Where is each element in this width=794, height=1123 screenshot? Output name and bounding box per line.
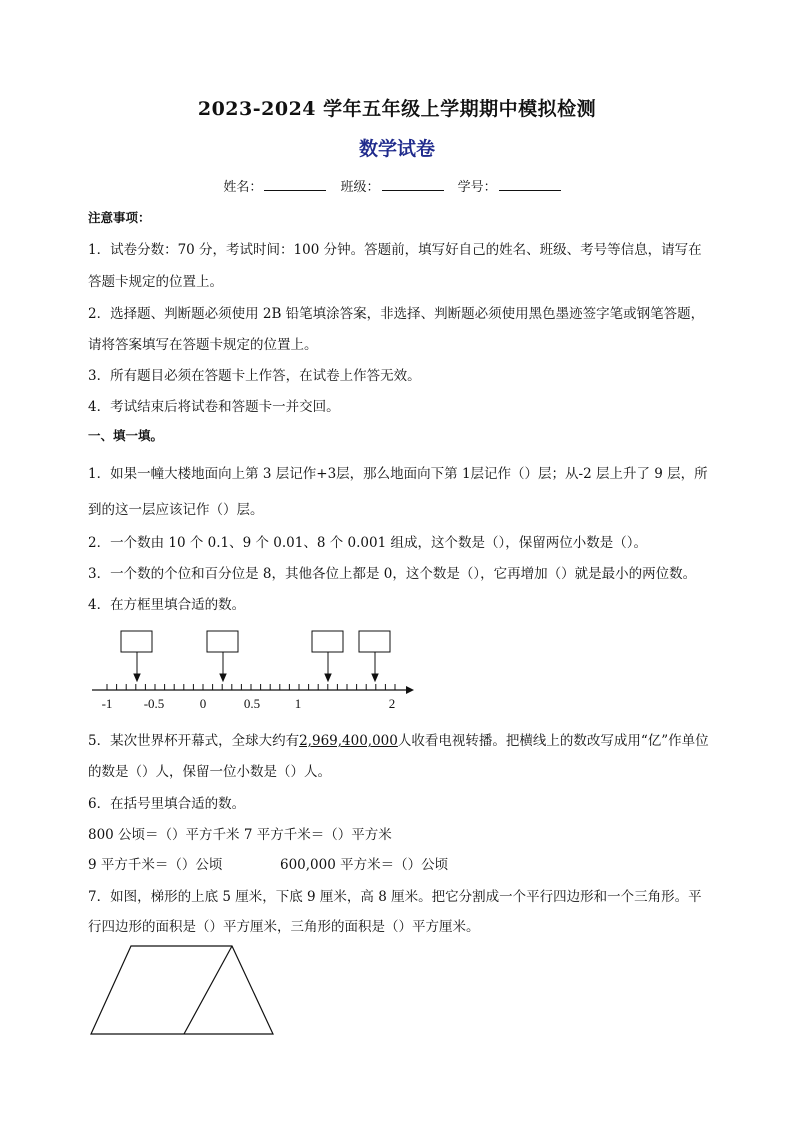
- tick-label-neg1: -1: [101, 696, 113, 711]
- question-6b2: 600,000 平方米＝（）公顷: [280, 857, 449, 873]
- class-blank[interactable]: [382, 178, 444, 191]
- name-blank[interactable]: [264, 178, 326, 191]
- down-arrows: [134, 652, 378, 681]
- section-heading: 一、填一填。: [88, 428, 164, 443]
- answer-box-1[interactable]: [121, 631, 152, 652]
- question-1b: 到的这一层应该记作（）层。: [88, 502, 264, 518]
- axis-ticks: [107, 684, 395, 690]
- question-4: 4．在方框里填合适的数。: [88, 597, 246, 613]
- tick-label-1: 1: [294, 696, 302, 711]
- id-blank[interactable]: [499, 178, 561, 191]
- trapezoid-divider: [184, 946, 232, 1034]
- answer-box-2[interactable]: [207, 631, 238, 652]
- q5-pre: 5．某次世界杯开幕式，全球大约有: [88, 733, 300, 749]
- question-2: 2．一个数由 10 个 0.1、9 个 0.01、8 个 0.001 组成，这个数是（），保留两位小数是（）。: [88, 535, 647, 551]
- notice-item-1a: 1．试卷分数：70 分，考试时间：100 分钟。答题前，填写好自己的姓名、班级、考号等信息，请写在: [88, 242, 702, 258]
- tick-label-0-5: 0.5: [243, 696, 261, 711]
- number-line-figure: [88, 624, 418, 716]
- page-subtitle: 数学试卷: [358, 138, 435, 160]
- question-7b: 行四边形的面积是（）平方厘米，三角形的面积是（）平方厘米。: [88, 919, 480, 935]
- notice-item-2b: 请将答案填写在答题卡规定的位置上。: [88, 337, 318, 353]
- question-5b: 的数是（）人，保留一位小数是（）人。: [88, 764, 331, 780]
- page-title: 2023-2024 学年五年级上学期期中模拟检测: [197, 98, 597, 120]
- axis-arrowhead: [406, 686, 414, 694]
- class-label: 班级：: [340, 180, 380, 195]
- notice-heading: 注意事项：: [88, 210, 151, 225]
- name-label: 姓名：: [223, 180, 263, 195]
- answer-box-3[interactable]: [312, 631, 343, 652]
- question-1a: 1．如果一幢大楼地面向上第 3 层记作+3层，那么地面向下第 1层记作（）层；从-2 层上升了 9 层，所: [88, 466, 708, 482]
- tick-label-0: 0: [199, 696, 207, 711]
- id-label: 学号：: [457, 180, 497, 195]
- q5-number: 2,969,400,000: [299, 733, 398, 749]
- question-7a: 7．如图，梯形的上底 5 厘米，下底 9 厘米，高 8 厘米。把它分割成一个平行四边形和一个三角形。平: [88, 889, 702, 905]
- notice-item-3: 3．所有题目必须在答题卡上作答，在试卷上作答无效。: [88, 368, 421, 384]
- question-6b1: 9 平方千米＝（）公顷: [88, 857, 223, 873]
- trapezoid-shape: [91, 946, 273, 1034]
- notice-item-2a: 2．选择题、判断题必须使用 2B 铅笔填涂答案，非选择、判断题必须使用黑色墨迹签字笔或钢笔答题，: [88, 306, 705, 322]
- answer-box-4[interactable]: [359, 631, 390, 652]
- question-5a: [88, 729, 728, 749]
- tick-label-2: 2: [388, 696, 396, 711]
- student-info: [0, 176, 794, 195]
- trapezoid-figure: [88, 942, 278, 1042]
- axis-labels: [102, 696, 396, 711]
- q5-post: 人收看电视转播。把横线上的数改写成用“亿”作单位: [397, 733, 709, 749]
- question-3: 3．一个数的个位和百分位是 8，其他各位上都是 0，这个数是（），它再增加（）就是最小的两位数。: [88, 566, 697, 582]
- question-6a: 800 公顷＝（）平方千米 7 平方千米＝（）平方米: [88, 827, 392, 843]
- tick-label-neg0-5: -0.5: [143, 696, 165, 711]
- notice-item-4: 4．考试结束后将试卷和答题卡一并交回。: [88, 399, 340, 415]
- question-6: 6．在括号里填合适的数。: [88, 796, 246, 812]
- notice-item-1b: 答题卡规定的位置上。: [88, 274, 223, 290]
